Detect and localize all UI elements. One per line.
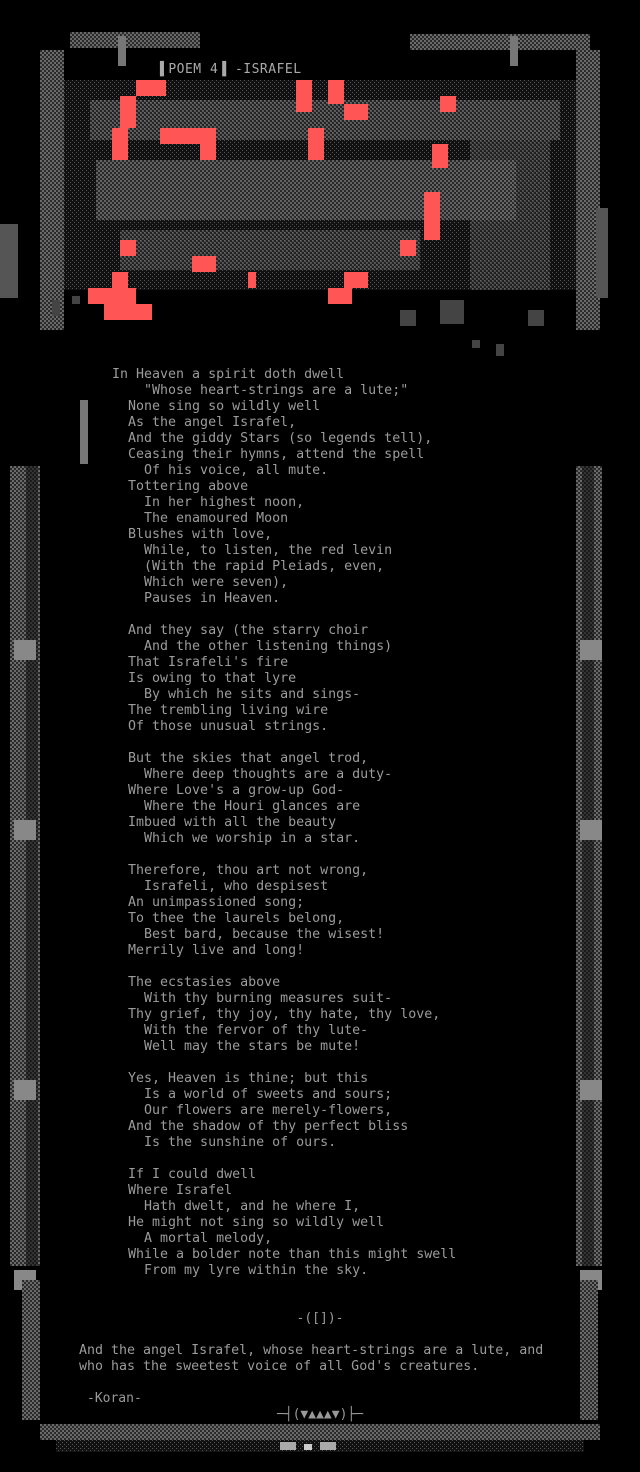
poem-line: Merrily live and long!: [112, 943, 305, 958]
poem-line: With thy burning measures suit-: [112, 991, 393, 1006]
poem-line: Pauses in Heaven.: [112, 591, 281, 606]
poem-line: (With the rapid Pleiads, even,: [112, 559, 385, 574]
poem-line: Israfeli, who despisest: [112, 879, 329, 894]
poem-line: And the other listening things): [112, 639, 393, 654]
quote-line: who has the sweetest voice of all God's creatures.: [79, 1359, 480, 1374]
poem-line: Of his voice, all mute.: [112, 463, 329, 478]
poem-number: ▌POEM 4▐: [160, 62, 227, 77]
poem-line: With the fervor of thy lute-: [112, 1023, 369, 1038]
poem-line: To thee the laurels belong,: [112, 911, 345, 926]
poem-line: As the angel Israfel,: [112, 415, 297, 430]
poem-line: And the shadow of thy perfect bliss: [112, 1119, 409, 1134]
poem-line: Hath dwelt, and he where I,: [112, 1199, 361, 1214]
poem-line: And the giddy Stars (so legends tell),: [112, 431, 433, 446]
quote-line: And the angel Israfel, whose heart-strings are a lute, and: [79, 1343, 544, 1358]
bottom-frame: [40, 1424, 600, 1452]
poem-line: "Whose heart-strings are a lute;": [112, 383, 409, 398]
poem-line: Imbued with all the beauty: [112, 815, 337, 830]
poem-line: He might not sing so wildly well: [112, 1215, 385, 1230]
gothic-ansi-logo: [52, 80, 576, 356]
poem-heading: [160, 62, 302, 77]
poem-line: While, to listen, the red levin: [112, 543, 393, 558]
poem-line: Well may the stars be mute!: [112, 1039, 361, 1054]
poem-line: Where Israfel: [112, 1183, 233, 1198]
poem-line: [112, 607, 582, 623]
poem-line: An unimpassioned song;: [112, 895, 305, 910]
footer-ornament: ─┤(▼▲▲▲▼)├─: [276, 1407, 364, 1422]
poem-line: In her highest noon,: [112, 495, 305, 510]
poem-line: None sing so wildly well: [112, 399, 321, 414]
poem-line: Which we worship in a star.: [112, 831, 361, 846]
poem-line: While a bolder note than this might swell: [112, 1247, 457, 1262]
poem-line: The trembling living wire: [112, 703, 329, 718]
poem-line: [112, 847, 582, 863]
poem-line: Is the sunshine of ours.: [112, 1135, 337, 1150]
poem-line: Our flowers are merely-flowers,: [112, 1103, 393, 1118]
poem-line: Which were seven),: [112, 575, 289, 590]
poem-line: A mortal melody,: [112, 1231, 273, 1246]
poem-line: Therefore, thou art not wrong,: [112, 863, 369, 878]
poem-line: But the skies that angel trod,: [112, 751, 369, 766]
poem-line: Where the Houri glances are: [112, 799, 361, 814]
poem-line: [112, 1151, 582, 1167]
poem-line: Is a world of sweets and sours;: [112, 1087, 393, 1102]
poem-line: Is owing to that lyre: [112, 671, 297, 686]
poem-line: Where Love's a grow-up God-: [112, 783, 345, 798]
poem-line: Tottering above: [112, 479, 249, 494]
poem-line: From my lyre within the sky.: [112, 1263, 369, 1278]
poem-line: The enamoured Moon: [112, 511, 289, 526]
poem-line: And they say (the starry choir: [112, 623, 369, 638]
poem-line: [112, 735, 582, 751]
quote-text: [79, 1343, 579, 1375]
poem-line: [112, 959, 582, 975]
poem-line: Ceasing their hymns, attend the spell: [112, 447, 425, 462]
poem-line: Thy grief, thy joy, thy hate, thy love,: [112, 1007, 441, 1022]
poem-line: That Israfeli's fire: [112, 655, 289, 670]
poem-line: The ecstasies above: [112, 975, 281, 990]
poem-line: If I could dwell: [112, 1167, 257, 1182]
poem-line: Where deep thoughts are a duty-: [112, 767, 393, 782]
separator-glyph: -([])-: [296, 1311, 344, 1326]
poem-text: [112, 367, 582, 1279]
poem-line: Best bard, because the wisest!: [112, 927, 385, 942]
quote-attribution: -Koran-: [87, 1391, 142, 1406]
poem-line: In Heaven a spirit doth dwell: [112, 367, 345, 382]
poem-title: -ISRAFEL: [234, 62, 302, 77]
poem-line: By which he sits and sings-: [112, 687, 361, 702]
poem-line: Yes, Heaven is thine; but this: [112, 1071, 369, 1086]
poem-line: Blushes with love,: [112, 527, 273, 542]
poem-line: Of those unusual strings.: [112, 719, 329, 734]
poem-line: [112, 1055, 582, 1071]
